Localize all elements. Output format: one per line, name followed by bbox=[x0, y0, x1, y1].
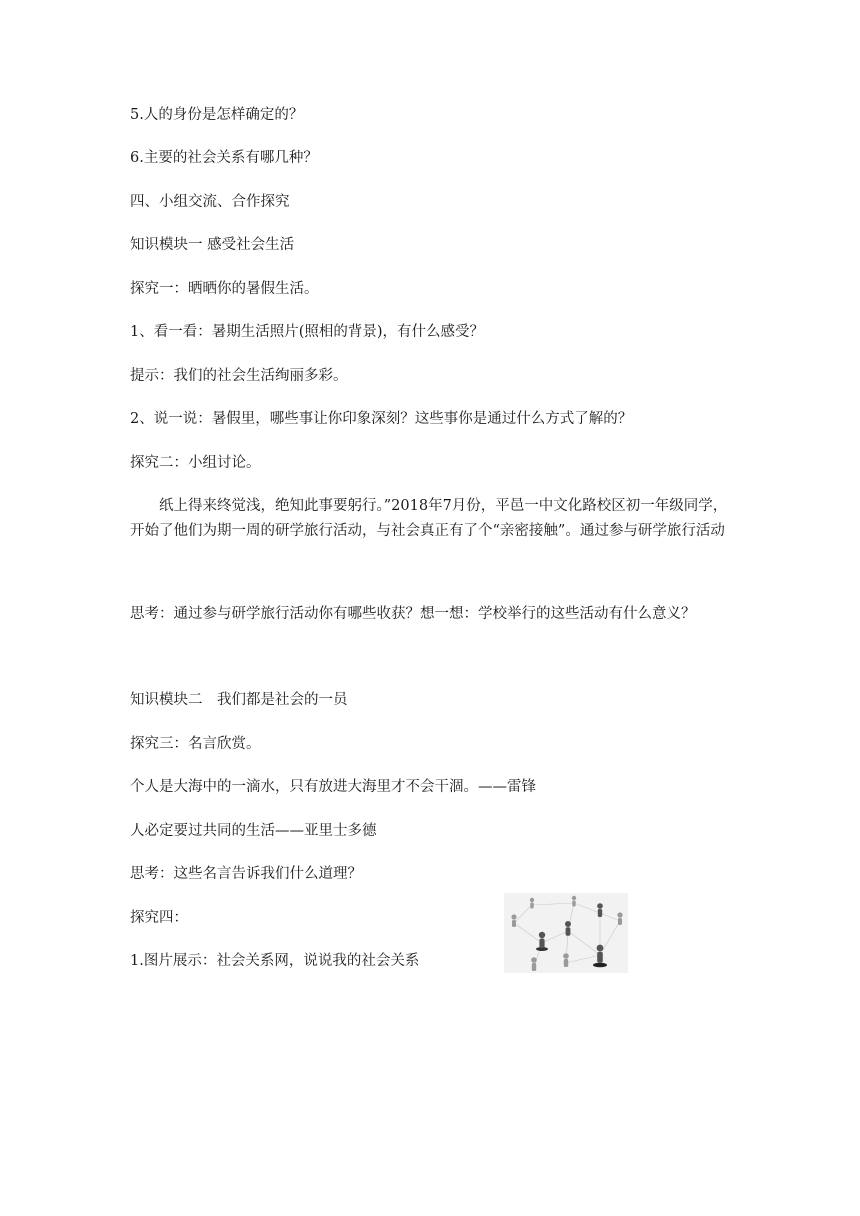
question-5: 5.人的身份是怎样确定的？ bbox=[130, 107, 304, 123]
quote-aristotle: 人必定要过共同的生活——亚里士多德 bbox=[130, 823, 377, 839]
explore-1-hint: 提示：我们的社会生活绚丽多彩。 bbox=[130, 368, 348, 384]
explore-3: 探究三：名言欣赏。 bbox=[130, 736, 261, 752]
social-network-illustration bbox=[504, 893, 628, 973]
explore-1-talk: 2、说一说：暑假里，哪些事让你印象深刻？这些事你是通过什么方式了解的？ bbox=[130, 411, 633, 427]
think-1: 思考：通过参与研学旅行活动你有哪些收获？想一想：学校举行的这些活动有什么意义？ bbox=[130, 606, 696, 622]
question-6: 6.主要的社会关系有哪几种？ bbox=[130, 150, 318, 166]
module-2-heading: 知识模块二 我们都是社会的一员 bbox=[130, 692, 348, 708]
explore-1: 探究一：晒晒你的暑假生活。 bbox=[130, 281, 319, 297]
explore-1-look: 1、看一看：暑期生活照片(照相的背景)，有什么感受？ bbox=[130, 324, 485, 340]
think-2: 思考：这些名言告诉我们什么道理？ bbox=[130, 866, 362, 882]
module-1-heading: 知识模块一 感受社会生活 bbox=[130, 237, 295, 253]
explore-2: 探究二：小组讨论。 bbox=[130, 455, 261, 471]
explore-4: 探究四： bbox=[130, 910, 188, 926]
social-network-image bbox=[504, 893, 628, 973]
section-heading-4: 四、小组交流、合作探究 bbox=[130, 194, 290, 210]
picture-display: 1.图片展示：社会关系网，说说我的社会关系 bbox=[130, 953, 420, 969]
quote-leifeng: 个人是大海中的一滴水，只有放进大海里才不会干涸。——雷锋 bbox=[130, 779, 536, 795]
study-trip-paragraph: 纸上得来终觉浅，绝知此事要躬行。”2018年7月份，平邑一中文化路校区初一年级同学，开始了他们为期一周的研学旅行活动，与社会真正有了个“亲密接触”。通过参与研学旅行活动 bbox=[130, 498, 728, 539]
